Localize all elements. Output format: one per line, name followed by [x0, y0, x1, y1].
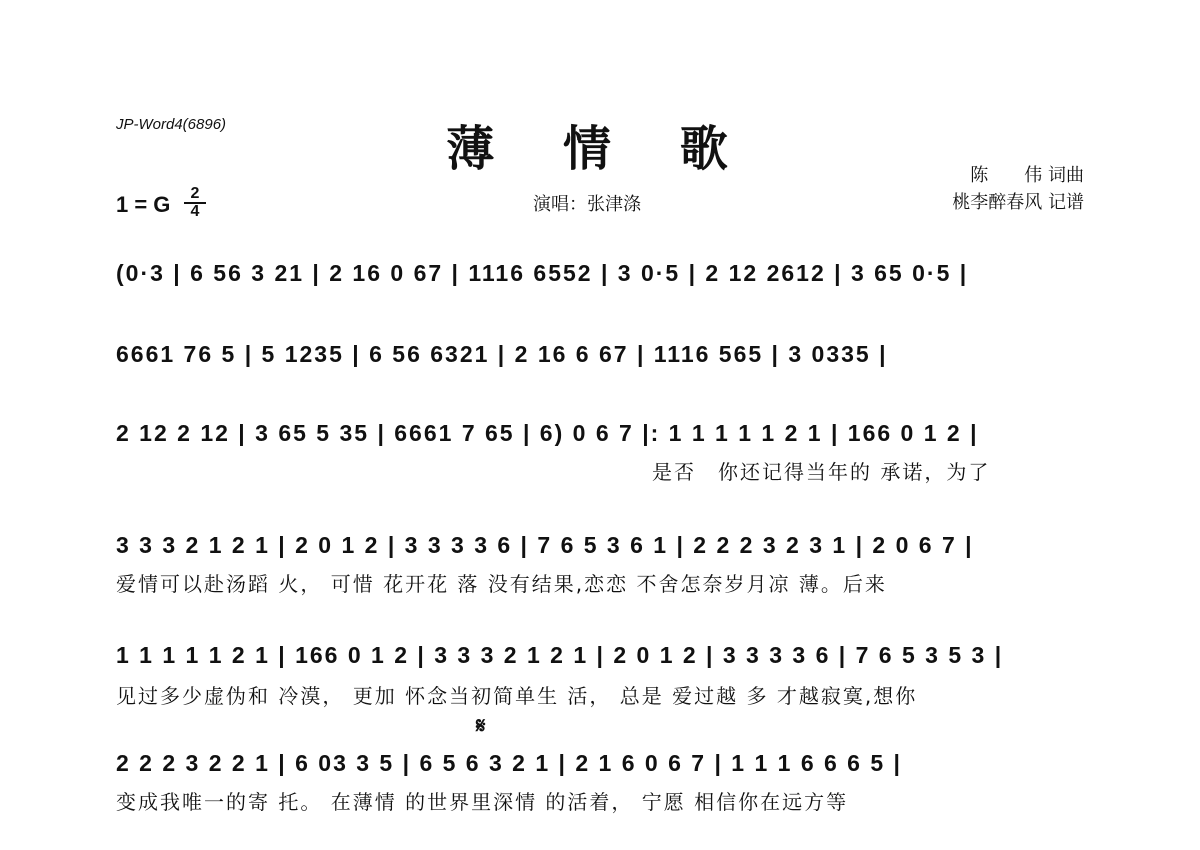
score-notes: 6661 76 5 | 5 1235 | 6 56 6321 | 2 16 6 67 | 1116 565 | 3 0335 | — [116, 341, 888, 367]
score-notes: 3 3 3 2 1 2 1 | 2 0 1 2 | 3 3 3 3 6 | 7 6 5 3 6 1 | 2 2 2 3 2 3 1 | 2 0 6 7 | — [116, 532, 974, 558]
credits — [952, 162, 1084, 216]
lyricist-credit: 陈 伟 词曲 — [970, 165, 1084, 186]
score-notes: 2 2 2 3 2 2 1 | 6 03 3 5 | 6 5 6 3 2 1 | 2 1 6 0 6 7 | 1 1 1 6 6 6 5 | — [116, 750, 902, 776]
key-signature: 1 = G — [116, 192, 171, 217]
time-signature-bottom: 4 — [184, 202, 206, 220]
lyric-line-4: 变成我唯一的寄 托。 在薄情 的世界里深情 的活着， 宁愿 相信你在远方等 — [116, 790, 849, 814]
lyric-line-2: 爱情可以赴汤蹈 火， 可惜 花开花 落 没有结果,恋恋 不舍怎奈岁月凉 薄。后来 — [116, 572, 887, 596]
time-signature — [184, 186, 206, 220]
time-signature-top: 2 — [190, 185, 200, 202]
score-line-2 — [116, 333, 1086, 393]
singer-credit: 演唱：张津涤 — [533, 194, 641, 215]
score-notes: (0·3 | 6 56 3 21 | 2 16 0 67 | 1116 6552 | 3 0·5 | 2 12 2612 | 3 65 0·5 | — [116, 260, 969, 286]
transcriber-credit: 桃李醉春风 记谱 — [952, 192, 1084, 213]
song-title: 薄 情 歌 — [446, 121, 754, 177]
lyric-line-1: 是否 你还记得当年的 承诺，为了 — [652, 460, 991, 484]
lyric-line-3: 见过多少虚伪和 冷漠， 更加 怀念当初简单生 活， 总是 爱过越 多 才越寂寞,想你 — [116, 684, 918, 708]
score-notes: 2 12 2 12 | 3 65 5 35 | 6661 7 65 | 6) 0 6 7 |: 1 1 1 1 1 2 1 | 166 0 1 2 | — [116, 420, 979, 446]
score-notes: 1 1 1 1 1 2 1 | 166 0 1 2 | 3 3 3 2 1 2 1 | 2 0 1 2 | 3 3 3 3 6 | 7 6 5 3 5 3 | — [116, 642, 1004, 668]
segno-icon: 𝄋 — [476, 714, 486, 739]
score-line-1 — [116, 252, 1086, 312]
software-watermark: JP-Word4(6896) — [116, 116, 227, 133]
